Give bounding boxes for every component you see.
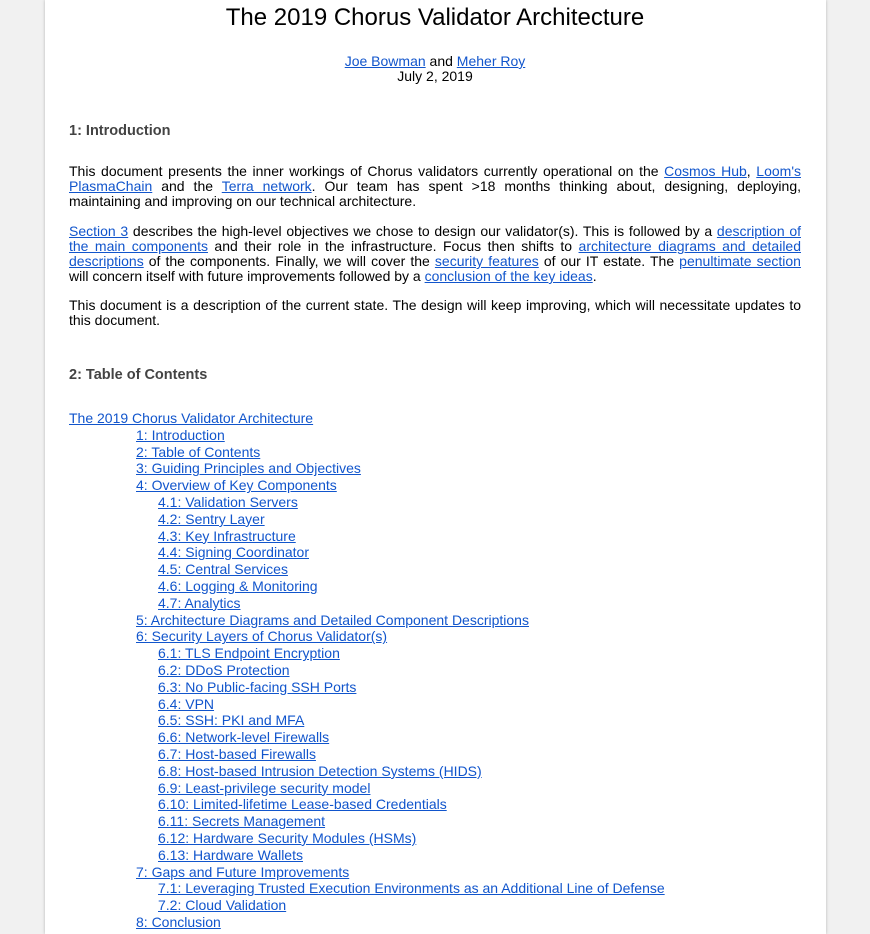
toc-link[interactable]: 6: Security Layers of Chorus Validator(s): [136, 628, 388, 645]
toc-item: [69, 712, 665, 729]
toc-link[interactable]: 7.1: Leveraging Trusted Execution Environments as an Additional Line of Defense: [158, 880, 665, 897]
link-main-components[interactable]: description of the main components: [69, 223, 801, 254]
author-link-joe-bowman[interactable]: Joe Bowman: [344, 53, 426, 69]
link-cosmos-hub[interactable]: Cosmos Hub: [664, 163, 747, 179]
intro-paragraph-2: [69, 224, 801, 284]
toc-link[interactable]: 6.11: Secrets Management: [158, 813, 326, 830]
toc-link[interactable]: The 2019 Chorus Validator Architecture: [69, 410, 314, 426]
link-looms-plasmachain[interactable]: Loom's PlasmaChain: [69, 163, 801, 194]
toc-item: [69, 897, 665, 914]
author-line: [69, 54, 801, 84]
text-run: and their role in the infrastructure. Focus then shifts to: [207, 238, 579, 254]
intro-paragraph-3: This document is a description of the current state. The design will keep improving, which will necessitate updates to this document.: [69, 297, 801, 328]
link-section-3[interactable]: Section 3: [69, 223, 129, 239]
link-security-features[interactable]: security features: [434, 253, 539, 269]
toc-link[interactable]: 3: Guiding Principles and Objectives: [136, 460, 361, 477]
text-run: ,: [746, 163, 757, 179]
toc-link[interactable]: 6.4: VPN: [158, 695, 215, 712]
toc-item: [69, 813, 665, 830]
document-title: The 2019 Chorus Validator Architecture: [225, 4, 645, 31]
toc-item: [69, 763, 665, 780]
toc-link[interactable]: 6.8: Host-based Intrusion Detection Systems (HIDS): [158, 762, 482, 779]
toc-link[interactable]: 4.7: Analytics: [158, 594, 241, 611]
section-heading-introduction: 1: Introduction: [69, 123, 171, 139]
toc-link[interactable]: 7: Gaps and Future Improvements: [136, 863, 350, 880]
text-run: will concern itself with future improvements followed by a: [69, 268, 425, 284]
toc-link[interactable]: 7.2: Cloud Validation: [158, 897, 287, 914]
toc-link[interactable]: 6.7: Host-based Firewalls: [158, 745, 316, 762]
toc-link[interactable]: 4: Overview of Key Components: [136, 477, 337, 494]
toc-item: [69, 679, 665, 696]
toc-item: [69, 628, 665, 645]
toc-link[interactable]: 6.10: Limited-lifetime Lease-based Credentials: [158, 796, 447, 813]
toc-item: [69, 796, 665, 813]
toc-link[interactable]: 1: Introduction: [136, 426, 225, 443]
toc-item: [69, 427, 665, 444]
toc-link[interactable]: 8: Conclusion: [136, 913, 221, 930]
text-run: .: [592, 268, 597, 284]
toc-item: [69, 410, 665, 427]
toc-link[interactable]: 4.6: Logging & Monitoring: [158, 577, 318, 594]
toc-item: [69, 544, 665, 561]
toc-link[interactable]: 4.5: Central Services: [158, 561, 288, 578]
toc-item: [69, 561, 665, 578]
toc-link[interactable]: 4.1: Validation Servers: [158, 493, 298, 510]
toc-item: [69, 528, 665, 545]
toc-link[interactable]: 6.9: Least-privilege security model: [158, 779, 371, 796]
toc-link[interactable]: 4.2: Sentry Layer: [158, 510, 265, 527]
text-run: describes the high-level objectives we chose to design our validator(s). This is followed by a: [128, 223, 717, 239]
toc-item: [69, 612, 665, 629]
toc-item: [69, 460, 665, 477]
authors: [69, 54, 801, 69]
link-penultimate-section[interactable]: penultimate section: [679, 253, 801, 269]
toc-link[interactable]: 6.5: SSH: PKI and MFA: [158, 712, 305, 729]
toc-link[interactable]: 6.13: Hardware Wallets: [158, 846, 303, 863]
toc-item: [69, 578, 665, 595]
toc-item: [69, 494, 665, 511]
toc-item: [69, 511, 665, 528]
toc-link[interactable]: 6.6: Network-level Firewalls: [158, 729, 330, 746]
author-separator: and: [425, 53, 457, 69]
toc-item: [69, 880, 665, 897]
text-run: of our IT estate. The: [538, 253, 680, 269]
link-architecture-diagrams[interactable]: architecture diagrams and detailed descriptions: [69, 238, 801, 269]
link-conclusion[interactable]: conclusion of the key ideas: [424, 268, 593, 284]
toc-link[interactable]: 6.3: No Public-facing SSH Ports: [158, 678, 357, 695]
link-terra-network[interactable]: Terra network: [221, 178, 312, 194]
text-run: and the: [152, 178, 222, 194]
toc-item: [69, 729, 665, 746]
toc-item: [69, 864, 665, 881]
toc-item: [69, 847, 665, 864]
toc-link[interactable]: 5: Architecture Diagrams and Detailed Component Descriptions: [136, 611, 529, 628]
toc-link[interactable]: 4.3: Key Infrastructure: [158, 527, 296, 544]
toc-item: [69, 645, 665, 662]
toc-item: [69, 696, 665, 713]
author-link-meher-roy[interactable]: Meher Roy: [456, 53, 526, 69]
toc-item: [69, 746, 665, 763]
document-page: [45, 0, 826, 934]
table-of-contents: [69, 410, 665, 931]
text-run: . Our team has spent >18 months thinking about, designing, deploying, maintaining and improving on our technical architecture.: [69, 178, 801, 209]
toc-link[interactable]: 4.4: Signing Coordinator: [158, 544, 309, 561]
document-date: July 2, 2019: [397, 68, 473, 84]
toc-item: [69, 477, 665, 494]
toc-item: [69, 780, 665, 797]
toc-item: [69, 662, 665, 679]
toc-link[interactable]: 6.12: Hardware Security Modules (HSMs): [158, 829, 417, 846]
toc-link[interactable]: 6.2: DDoS Protection: [158, 661, 290, 678]
text-run: of the components. Finally, we will cover the: [143, 253, 435, 269]
toc-item: [69, 595, 665, 612]
toc-link[interactable]: 6.1: TLS Endpoint Encryption: [158, 645, 340, 662]
toc-item: [69, 914, 665, 931]
intro-paragraph-1: [69, 164, 801, 209]
toc-item: [69, 444, 665, 461]
toc-item: [69, 830, 665, 847]
text-run: This document presents the inner workings of Chorus validators currently operational on the: [69, 163, 665, 179]
section-heading-toc: 2: Table of Contents: [69, 367, 208, 383]
toc-link[interactable]: 2: Table of Contents: [136, 443, 261, 460]
